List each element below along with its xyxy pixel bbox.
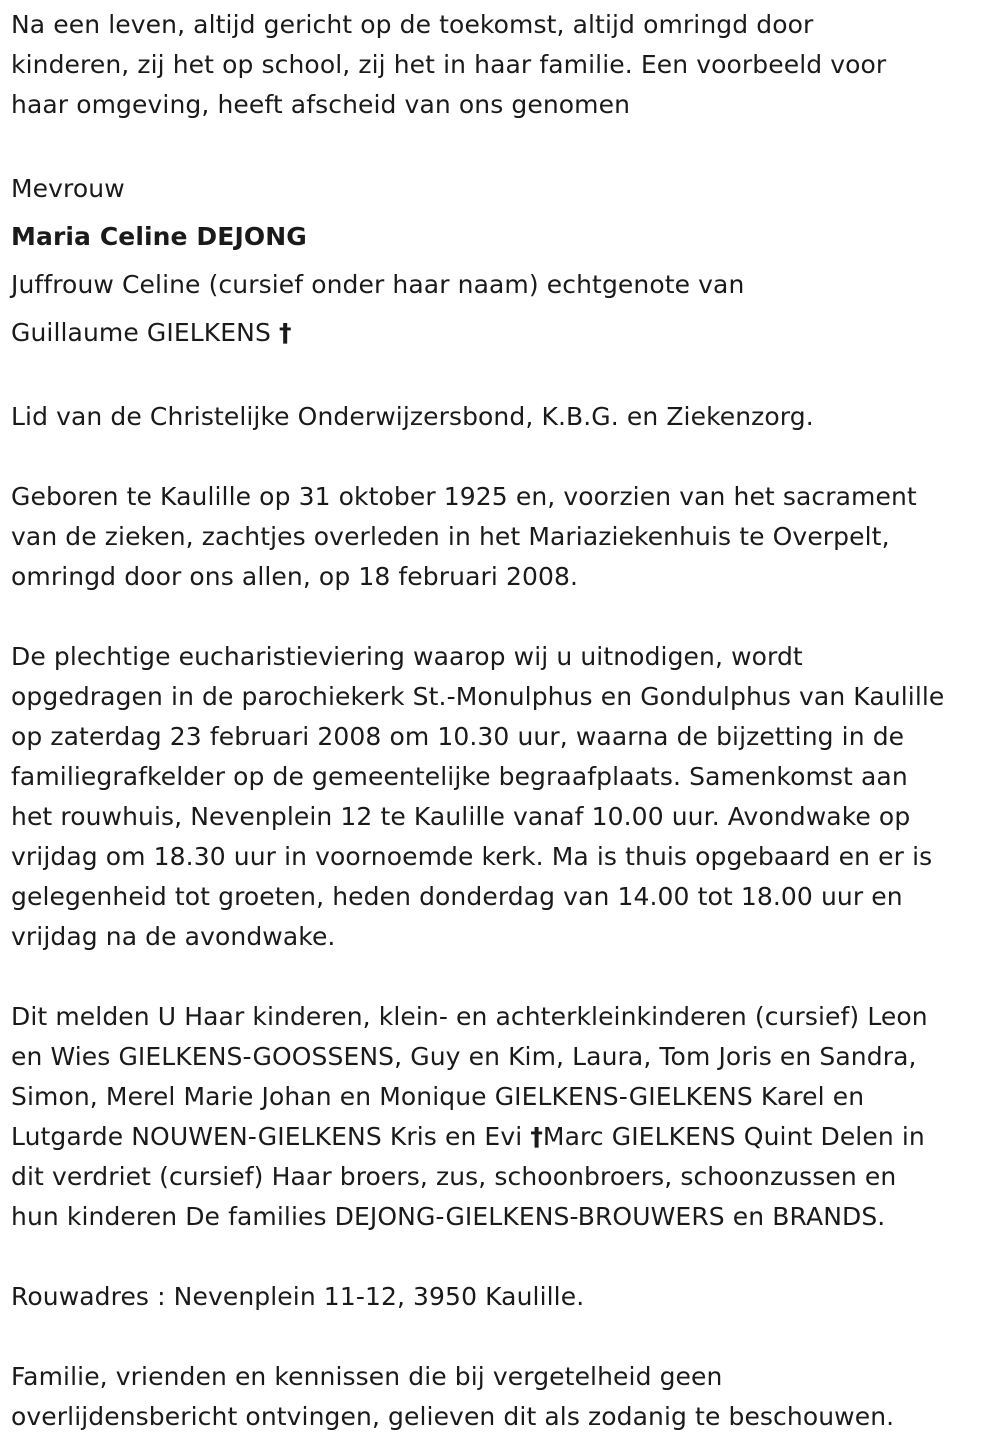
family-line: en Wies GIELKENS-GOOSSENS, Guy en Kim, Laura, Tom Joris en Sandra, [11, 1042, 917, 1071]
birth-death-line: omringd door ons allen, op 18 februari 2008. [11, 562, 579, 591]
ceremony-line: De plechtige eucharistieviering waarop wij u uitnodigen, wordt [11, 642, 803, 671]
intro-line: haar omgeving, heeft afscheid van ons genomen [11, 90, 631, 119]
family-paragraph [11, 997, 996, 1237]
intro-line: Na een leven, altijd gericht op de toekomst, altijd omringd door [11, 10, 814, 39]
spouse-line [11, 309, 996, 357]
spacer [11, 597, 996, 637]
family-line: Dit melden U Haar kinderen, klein- en achterkleinkinderen (cursief) Leon [11, 1002, 928, 1031]
family-line-part: Lutgarde NOUWEN-GIELKENS Kris en Evi [11, 1122, 531, 1151]
ceremony-line: het rouwhuis, Nevenplein 12 te Kaulille vanaf 10.00 uur. Avondwake op [11, 802, 911, 831]
address-paragraph [11, 1277, 996, 1317]
closing-line: overlijdensbericht ontvingen, gelieven dit als zodanig te beschouwen. [11, 1402, 895, 1431]
family-line [11, 1117, 996, 1157]
spacer [11, 437, 996, 477]
family-line-part: Marc GIELKENS Quint Delen in [542, 1122, 925, 1151]
closing-paragraph [11, 1357, 996, 1437]
spacer [11, 357, 996, 397]
alias-line: Juffrouw Celine (cursief onder haar naam) echtgenote van [11, 270, 745, 299]
family-line: dit verdriet (cursief) Haar broers, zus, schoonbroers, schoonzussen en [11, 1162, 897, 1191]
ceremony-line: opgedragen in de parochiekerk St.-Monulphus en Gondulphus van Kaulille [11, 682, 945, 711]
deceased-name: Maria Celine DEJONG [11, 222, 307, 251]
intro-paragraph [11, 5, 996, 125]
membership-line: Lid van de Christelijke Onderwijzersbond, K.B.G. en Ziekenzorg. [11, 402, 814, 431]
cross-icon: † [278, 318, 292, 347]
ceremony-line: op zaterdag 23 februari 2008 om 10.30 uur, waarna de bijzetting in de [11, 722, 905, 751]
intro-line: kinderen, zij het op school, zij het in haar familie. Een voorbeeld voor [11, 50, 887, 79]
ceremony-line: vrijdag om 18.30 uur in voornoemde kerk. Ma is thuis opgebaard en er is [11, 842, 933, 871]
spacer [11, 125, 996, 165]
membership-paragraph [11, 397, 996, 437]
closing-line: Familie, vrienden en kennissen die bij vergetelheid geen [11, 1362, 723, 1391]
ceremony-line: gelegenheid tot groeten, heden donderdag van 14.00 tot 18.00 uur en [11, 882, 903, 911]
spacer [11, 1237, 996, 1277]
spouse-name: Guillaume GIELKENS [11, 318, 271, 347]
ceremony-line: familiegrafkelder op de gemeentelijke begraafplaats. Samenkomst aan [11, 762, 908, 791]
birth-death-line: van de zieken, zachtjes overleden in het Mariaziekenhuis te Overpelt, [11, 522, 890, 551]
spacer [11, 1317, 996, 1357]
birth-death-line: Geboren te Kaulille op 31 oktober 1925 en, voorzien van het sacrament [11, 482, 917, 511]
address-line: Rouwadres : Nevenplein 11-12, 3950 Kaulille. [11, 1282, 585, 1311]
salutation: Mevrouw [11, 174, 125, 203]
cross-icon: † [530, 1122, 543, 1151]
family-line: Simon, Merel Marie Johan en Monique GIELKENS-GIELKENS Karel en [11, 1082, 865, 1111]
ceremony-line: vrijdag na de avondwake. [11, 922, 336, 951]
family-line: hun kinderen De families DEJONG-GIELKENS-BROUWERS en BRANDS. [11, 1202, 886, 1231]
birth-death-paragraph [11, 477, 996, 597]
ceremony-paragraph [11, 637, 996, 957]
spacer [11, 957, 996, 997]
obituary-document [11, 5, 996, 1437]
salutation-block [11, 165, 996, 357]
